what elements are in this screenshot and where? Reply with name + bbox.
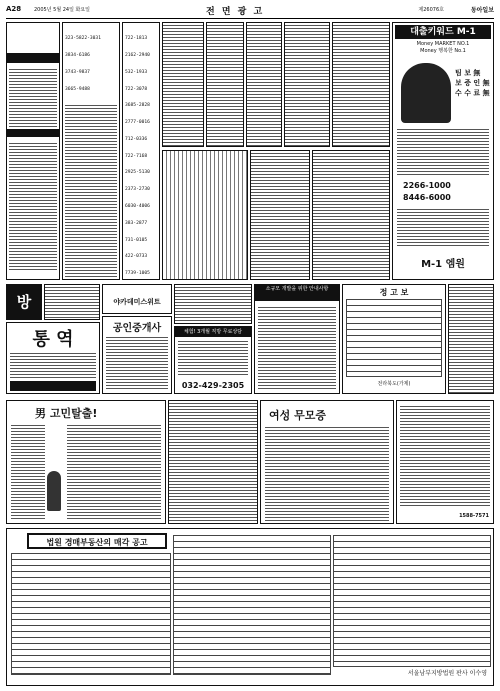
classified-col-2 — [62, 22, 120, 280]
banner-right-text — [400, 404, 490, 508]
men-ad-title: 男 고민탈출! — [35, 407, 98, 420]
loan-ad-brand: 대출키워드 M-1 — [395, 25, 491, 39]
loan-details-2 — [397, 207, 489, 247]
loan-slogan — [455, 68, 490, 98]
ad-block-f — [162, 150, 248, 280]
loan-ad — [392, 22, 494, 280]
banner-right-phone: 1588-7571 — [459, 513, 489, 519]
men-ad-text-right — [67, 423, 161, 521]
ad-block-b — [206, 22, 244, 147]
col3-row: 7739-1005 — [125, 271, 150, 277]
loan-ad-line: Money 행복한 No.1 — [420, 48, 466, 54]
academy-title: 야카데미스위트 — [113, 298, 161, 306]
ad-mid-2 — [174, 284, 252, 324]
col2-row: 3665-9488 — [65, 86, 90, 92]
realtor-text — [106, 335, 168, 389]
men-ad-text-left — [11, 423, 45, 521]
col3-row: 2777-0016 — [125, 120, 150, 126]
consult-title: 체험! 3개월 직방 무료상담 — [175, 327, 251, 337]
col3-row: 722-1813 — [125, 36, 148, 42]
issue-number: 제26076호 — [418, 7, 444, 13]
col3-row: 3685-2828 — [125, 103, 150, 109]
loan-details — [397, 127, 489, 177]
page-label: A28 — [6, 5, 22, 13]
consult-text — [178, 339, 248, 377]
ad-dark-title: 방 — [16, 293, 32, 311]
section-title: 전 면 광 고 — [206, 7, 265, 17]
side-ad — [448, 284, 494, 394]
women-ad-title: 여성 무모증 — [269, 409, 326, 422]
col3-row: 383-2877 — [125, 220, 148, 226]
women-ad-text — [265, 425, 389, 521]
person-figure — [47, 471, 61, 511]
col3-row: 722-7168 — [125, 153, 148, 159]
loan-logo: M-1 엠원 — [421, 259, 465, 270]
notice-title: 소규모 개발을 위한 안내사항 — [255, 285, 339, 301]
col1-dark-band-2 — [7, 129, 59, 137]
page-header — [6, 3, 494, 17]
translation-ad — [6, 322, 100, 394]
col3-row: 2925-5130 — [125, 170, 150, 176]
banner-mid-text — [168, 400, 258, 524]
notice-ad — [254, 284, 340, 394]
banner-right — [396, 400, 494, 524]
slogan-line: 팀 보 無 — [455, 69, 481, 77]
legal-table-1 — [11, 553, 171, 675]
legal-title-box — [27, 533, 167, 549]
ad-block-e — [332, 22, 390, 147]
translation-text — [10, 351, 96, 379]
academy-ad — [102, 284, 172, 314]
col3-row: 731-0105 — [125, 237, 148, 243]
header-rule — [6, 18, 494, 19]
col1-dark-band — [7, 53, 59, 63]
consult-phone: 032-429-2305 — [181, 381, 245, 390]
translation-title: 통 역 — [32, 329, 74, 350]
legal-footer: 서울남부지방법원 판사 이수영 — [407, 670, 487, 677]
consult-ad — [174, 326, 252, 394]
ad-block-g — [250, 150, 310, 280]
issue-date: 2005년 5월 24일 화요일 — [34, 7, 91, 13]
gov-table — [346, 299, 442, 377]
translation-band — [10, 381, 96, 391]
col3-row: 722-3078 — [125, 86, 148, 92]
col1-text-block-2 — [9, 141, 57, 271]
col3-row: 712-0336 — [125, 136, 148, 142]
loan-ad-line: Money MARKET NO.1 — [416, 41, 470, 47]
legal-notice — [6, 528, 494, 686]
col3-row: 532-1933 — [125, 69, 148, 75]
col2-row: 3834-6186 — [65, 52, 90, 58]
notice-text — [258, 305, 336, 391]
realtor-ad — [102, 316, 172, 394]
person-photo — [401, 63, 451, 123]
legal-table-2 — [173, 535, 331, 675]
col3-row: 2373-2730 — [125, 187, 150, 193]
ad-mid-1 — [44, 284, 100, 320]
ad-dark-badge — [6, 284, 42, 320]
legal-table-3 — [333, 535, 491, 667]
ad-block-d — [284, 22, 330, 147]
legal-title: 법원 경매부동산의 매각 공고 — [46, 538, 148, 547]
col3-row: 6030-4006 — [125, 204, 150, 209]
gov-title: 정 고 보 — [379, 288, 409, 297]
col2-text-block — [65, 103, 117, 280]
ad-block-a — [162, 22, 204, 147]
loan-phone: 8446-6000 — [403, 193, 451, 202]
men-ad — [6, 400, 166, 524]
classified-col-3 — [122, 22, 160, 280]
slogan-line: 수 수 료 無 — [455, 89, 490, 97]
col2-row: 323-5822-3031 — [65, 36, 101, 42]
gov-footer: 전라북도(가제) — [377, 381, 411, 387]
realtor-title: 공인중개사 — [112, 323, 162, 334]
loan-phone: 2266-1000 — [403, 181, 451, 190]
slogan-line: 보 증 인 無 — [455, 79, 490, 87]
col2-row: 3743-9837 — [65, 69, 90, 75]
col3-row: 2162-2940 — [125, 52, 150, 58]
gov-notice — [342, 284, 446, 394]
women-ad — [260, 400, 394, 524]
col1-text-block — [9, 67, 57, 127]
ad-block-h — [312, 150, 390, 280]
col3-row: 422-0733 — [125, 254, 148, 260]
ad-block-c — [246, 22, 282, 147]
classified-col-1 — [6, 22, 60, 280]
paper-name: 동아일보 — [470, 7, 494, 14]
